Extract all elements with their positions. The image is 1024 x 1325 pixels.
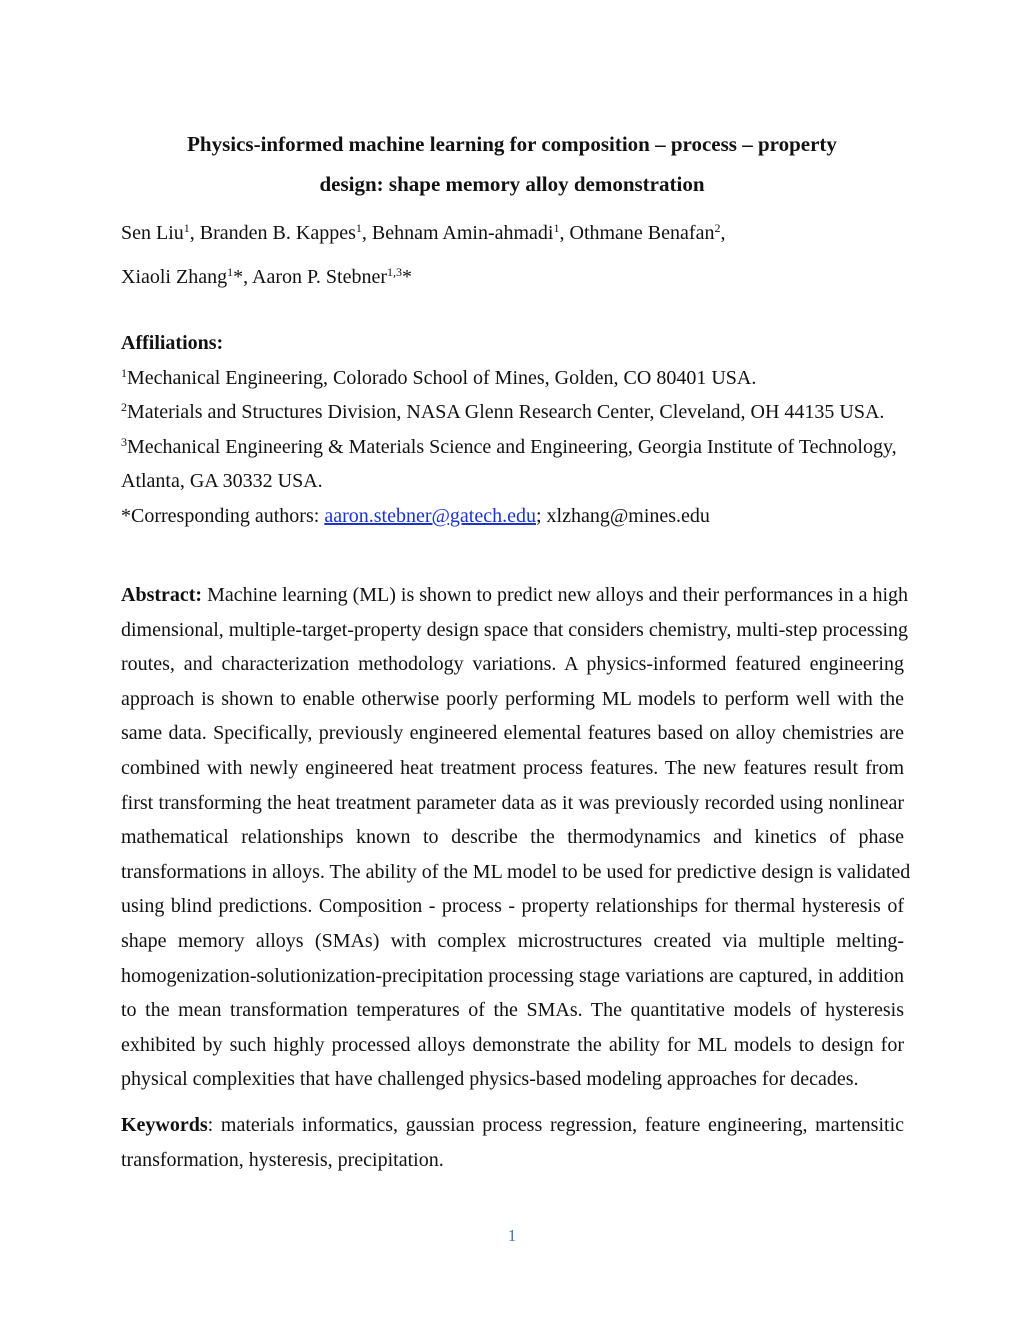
author: Behnam Amin-ahmadi$^1$, <box>371 221 570 244</box>
abstract-line: Abstract: Machine learning (ML) is shown to predict new alloys and their performances in a high <box>121 584 909 606</box>
affiliation: $^1$Mechanical Engineering, Colorado School of Mines, Golden, CO 80401 USA. <box>121 365 757 389</box>
corresponding-authors: *Corresponding authors: aaron.stebner@gatech.edu; xlzhang@mines.edu <box>121 504 710 527</box>
abstract-line: transformations in alloys. The ability of the ML model to be used for predictive design is validated <box>121 860 911 883</box>
email-text: xlzhang@mines.edu <box>546 504 710 527</box>
keywords <box>121 1108 904 1177</box>
author: Branden B. Kappes$^1$, <box>199 221 372 244</box>
author: Xiaoli Zhang$^1$*, <box>121 265 252 288</box>
abstract-line: approach is shown to enable otherwise poorly performing ML models to perform well with the <box>121 687 904 710</box>
abstract-line: to the mean transformation temperatures of the SMAs. The quantitative models of hysteresis <box>121 999 904 1022</box>
author: Sen Liu$^1$, <box>121 221 200 244</box>
affiliations <box>121 326 904 534</box>
title-line: design: shape memory alloy demonstration <box>319 172 705 196</box>
keywords-line: transformation, hysteresis, precipitation. <box>121 1148 444 1171</box>
abstract-line: physical complexities that have challenged physics-based modeling approaches for decades. <box>121 1068 859 1091</box>
abstract-line: routes, and characterization methodology variations. A physics-informed featured engineering <box>121 653 904 676</box>
affiliation-continuation: Atlanta, GA 30332 USA. <box>121 470 323 493</box>
email-link[interactable]: aaron.stebner@gatech.edu <box>324 504 536 527</box>
abstract-line: exhibited by such highly processed alloys demonstrate the ability for ML models to design for <box>121 1033 904 1056</box>
affiliations-heading: Affiliations: <box>121 332 224 354</box>
affiliation: $^3$Mechanical Engineering & Materials Science and Engineering, Georgia Institute of Technology, <box>121 434 897 458</box>
abstract-line: using blind predictions. Composition - process - property relationships for thermal hysteresis of <box>121 895 904 918</box>
abstract-line: shape memory alloys (SMAs) with complex microstructures created via multiple melting- <box>121 929 904 952</box>
abstract-line: mathematical relationships known to describe the thermodynamics and kinetics of phase <box>121 826 904 849</box>
abstract-line: homogenization-solutionization-precipitation processing stage variations are captured, in addition <box>121 964 904 987</box>
author-list <box>121 216 904 295</box>
author: Othmane Benafan$^2$, <box>569 221 726 244</box>
abstract-line: same data. Specifically, previously engineered elemental features based on alloy chemistries are <box>121 722 904 745</box>
abstract-line: combined with newly engineered heat treatment process features. The new features result from <box>121 756 904 779</box>
affiliation: $^2$Materials and Structures Division, NASA Glenn Research Center, Cleveland, OH 44135 USA. <box>121 400 885 424</box>
title-line: Physics-informed machine learning for composition – process – property <box>187 132 837 156</box>
abstract <box>121 578 911 1097</box>
abstract-line: first transforming the heat treatment parameter data as it was previously recorded using nonlinear <box>121 791 904 814</box>
author: Aaron P. Stebner$^{1,3}$* <box>252 265 412 288</box>
paper-title <box>100 124 924 204</box>
abstract-line: dimensional, multiple-target-property design space that considers chemistry, multi-step processing <box>121 618 909 641</box>
keywords-line: Keywords: materials informatics, gaussian process regression, feature engineering, martensitic <box>121 1114 904 1136</box>
page-number: 1 <box>507 1226 517 1245</box>
